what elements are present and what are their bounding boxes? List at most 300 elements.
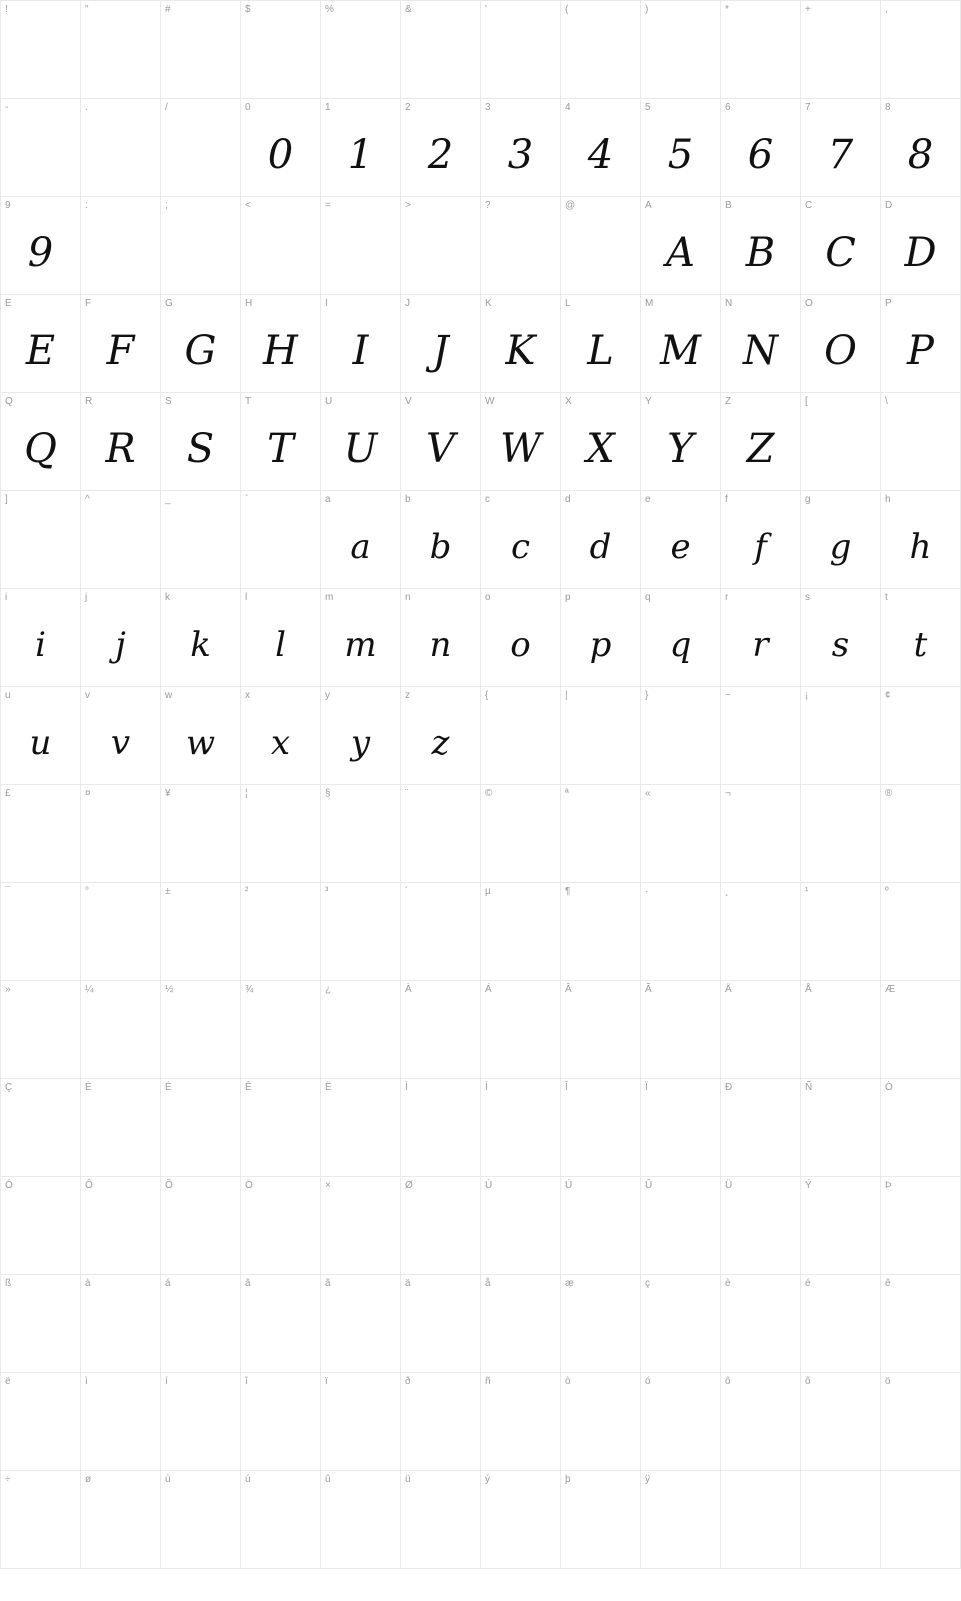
glyph-cell[interactable] <box>241 1373 321 1471</box>
glyph-cell[interactable] <box>481 1079 561 1177</box>
glyph-cell[interactable] <box>1 295 81 393</box>
glyph-code-label: t <box>885 592 888 603</box>
glyph-cell[interactable] <box>81 491 161 589</box>
glyph-preview <box>241 1177 320 1274</box>
glyph-code-label: © <box>485 788 493 799</box>
glyph-code-label: q <box>645 592 651 603</box>
glyph-cell[interactable] <box>241 1177 321 1275</box>
glyph-cell[interactable] <box>641 1373 721 1471</box>
glyph-code-label: ñ <box>485 1376 491 1387</box>
glyph-cell[interactable] <box>881 1 961 99</box>
glyph-preview <box>561 785 640 882</box>
glyph-code-label: ¡ <box>805 690 809 701</box>
glyph-cell[interactable] <box>81 883 161 981</box>
glyph-code-label: B <box>725 200 732 211</box>
glyph-preview: r <box>752 624 769 665</box>
glyph-cell[interactable] <box>801 1373 881 1471</box>
glyph-cell[interactable] <box>401 1275 481 1373</box>
glyph-preview: V <box>426 425 455 472</box>
glyph-preview <box>721 1079 800 1176</box>
glyph-preview <box>241 1373 320 1470</box>
glyph-cell[interactable] <box>881 1079 961 1177</box>
glyph-cell[interactable] <box>481 393 561 491</box>
glyph-cell[interactable] <box>481 589 561 687</box>
glyph-cell[interactable] <box>721 197 801 295</box>
glyph-cell[interactable] <box>321 883 401 981</box>
glyph-preview <box>561 687 640 784</box>
glyph-code-label: é <box>805 1278 811 1289</box>
glyph-preview: W <box>499 425 542 472</box>
glyph-cell[interactable] <box>241 295 321 393</box>
glyph-preview <box>801 785 880 882</box>
glyph-cell[interactable] <box>241 981 321 1079</box>
glyph-code-label: ¬ <box>725 788 731 799</box>
glyph-cell[interactable] <box>561 1471 641 1569</box>
glyph-cell[interactable] <box>241 99 321 197</box>
glyph-cell[interactable] <box>321 1275 401 1373</box>
glyph-code-label: ³ <box>325 886 329 897</box>
glyph-preview <box>721 1275 800 1372</box>
glyph-cell[interactable] <box>721 1471 801 1569</box>
glyph-code-label: i <box>5 592 8 603</box>
glyph-cell[interactable] <box>481 687 561 785</box>
glyph-cell[interactable] <box>641 393 721 491</box>
glyph-cell[interactable] <box>321 1177 401 1275</box>
glyph-cell[interactable] <box>241 197 321 295</box>
glyph-cell[interactable] <box>561 1275 641 1373</box>
glyph-cell[interactable] <box>321 1 401 99</box>
glyph-cell[interactable] <box>161 687 241 785</box>
glyph-cell[interactable] <box>161 1471 241 1569</box>
glyph-preview <box>721 785 800 882</box>
glyph-cell[interactable] <box>241 687 321 785</box>
glyph-cell[interactable] <box>81 393 161 491</box>
glyph-cell[interactable] <box>801 981 881 1079</box>
glyph-cell[interactable] <box>721 99 801 197</box>
glyph-cell[interactable] <box>81 295 161 393</box>
glyph-code-label: K <box>485 298 492 309</box>
glyph-cell[interactable] <box>1 687 81 785</box>
glyph-preview: m <box>344 624 377 665</box>
glyph-cell[interactable] <box>881 785 961 883</box>
glyph-cell[interactable] <box>561 589 641 687</box>
glyph-cell[interactable] <box>401 491 481 589</box>
glyph-cell[interactable] <box>881 1177 961 1275</box>
glyph-preview <box>721 1 800 98</box>
glyph-code-label: " <box>85 4 89 15</box>
glyph-code-label: û <box>325 1474 331 1485</box>
glyph-code-label: # <box>165 4 171 15</box>
glyph-cell[interactable] <box>81 1079 161 1177</box>
glyph-cell[interactable] <box>641 1471 721 1569</box>
glyph-cell[interactable] <box>481 1373 561 1471</box>
glyph-cell[interactable] <box>321 197 401 295</box>
glyph-preview <box>321 197 400 294</box>
glyph-code-label: ´ <box>405 886 409 897</box>
glyph-cell[interactable] <box>561 981 641 1079</box>
glyph-cell[interactable] <box>1 1275 81 1373</box>
glyph-cell[interactable] <box>81 99 161 197</box>
glyph-cell[interactable] <box>81 1373 161 1471</box>
glyph-code-label: 1 <box>325 102 331 113</box>
glyph-cell[interactable] <box>721 393 801 491</box>
glyph-cell[interactable] <box>561 393 641 491</box>
glyph-code-label: | <box>565 690 568 701</box>
glyph-cell[interactable] <box>641 1079 721 1177</box>
glyph-code-label: R <box>85 396 93 407</box>
glyph-cell[interactable] <box>801 589 881 687</box>
glyph-cell[interactable] <box>161 295 241 393</box>
glyph-code-label: h <box>885 494 891 505</box>
glyph-code-label: 0 <box>245 102 251 113</box>
glyph-cell[interactable] <box>241 1471 321 1569</box>
glyph-preview <box>401 1079 480 1176</box>
glyph-cell[interactable] <box>721 687 801 785</box>
glyph-cell[interactable] <box>321 393 401 491</box>
glyph-cell[interactable] <box>321 1471 401 1569</box>
glyph-code-label: m <box>325 592 334 603</box>
glyph-code-label: ½ <box>165 984 174 995</box>
glyph-code-label: Ã <box>645 984 652 995</box>
glyph-code-label: ò <box>565 1376 571 1387</box>
glyph-cell[interactable] <box>1 1373 81 1471</box>
glyph-preview <box>801 1177 880 1274</box>
glyph-cell[interactable] <box>561 99 641 197</box>
glyph-cell[interactable] <box>401 1079 481 1177</box>
glyph-cell[interactable] <box>1 393 81 491</box>
glyph-preview <box>481 1471 560 1568</box>
glyph-cell[interactable] <box>1 589 81 687</box>
glyph-preview: i <box>35 624 46 665</box>
glyph-preview <box>81 1471 160 1568</box>
glyph-cell[interactable] <box>561 491 641 589</box>
glyph-cell[interactable] <box>641 1275 721 1373</box>
glyph-cell[interactable] <box>321 1079 401 1177</box>
glyph-cell[interactable] <box>1 1 81 99</box>
glyph-code-label: @ <box>565 200 576 211</box>
glyph-preview: I <box>352 327 369 374</box>
glyph-cell[interactable] <box>801 197 881 295</box>
glyph-cell[interactable] <box>401 1471 481 1569</box>
glyph-preview <box>561 1177 640 1274</box>
glyph-cell[interactable] <box>561 1079 641 1177</box>
glyph-cell[interactable] <box>641 589 721 687</box>
glyph-cell[interactable] <box>481 491 561 589</box>
glyph-cell[interactable] <box>161 393 241 491</box>
glyph-preview <box>81 197 160 294</box>
glyph-code-label: > <box>405 200 411 211</box>
glyph-cell[interactable] <box>241 883 321 981</box>
glyph-code-label: Ê <box>245 1082 252 1093</box>
glyph-cell[interactable] <box>801 1 881 99</box>
glyph-code-label: . <box>85 102 88 113</box>
glyph-cell[interactable] <box>481 99 561 197</box>
glyph-cell[interactable] <box>401 1 481 99</box>
glyph-cell[interactable] <box>801 1079 881 1177</box>
glyph-cell[interactable] <box>801 1275 881 1373</box>
glyph-preview <box>881 1373 960 1470</box>
glyph-cell[interactable] <box>801 295 881 393</box>
glyph-preview <box>881 1177 960 1274</box>
glyph-code-label: ¢ <box>885 690 891 701</box>
glyph-cell[interactable] <box>641 99 721 197</box>
glyph-cell[interactable] <box>641 197 721 295</box>
glyph-code-label: æ <box>565 1278 574 1289</box>
glyph-cell[interactable] <box>561 883 641 981</box>
glyph-cell[interactable] <box>801 883 881 981</box>
glyph-cell[interactable] <box>881 491 961 589</box>
glyph-cell[interactable] <box>801 491 881 589</box>
glyph-cell[interactable] <box>241 491 321 589</box>
glyph-code-label: ¶ <box>565 886 571 897</box>
glyph-preview <box>801 1275 880 1372</box>
glyph-code-label: 5 <box>645 102 651 113</box>
glyph-cell[interactable] <box>81 1275 161 1373</box>
glyph-preview: v <box>110 722 131 763</box>
glyph-preview <box>881 785 960 882</box>
glyph-cell[interactable] <box>481 1275 561 1373</box>
glyph-cell[interactable] <box>561 1177 641 1275</box>
glyph-cell[interactable] <box>881 393 961 491</box>
glyph-cell[interactable] <box>161 491 241 589</box>
glyph-code-label: ~ <box>725 690 731 701</box>
glyph-cell[interactable] <box>401 197 481 295</box>
glyph-code-label: C <box>805 200 813 211</box>
glyph-cell[interactable] <box>721 1 801 99</box>
glyph-cell[interactable] <box>641 295 721 393</box>
glyph-cell[interactable] <box>1 1471 81 1569</box>
glyph-cell[interactable] <box>321 295 401 393</box>
glyph-preview <box>1 981 80 1078</box>
glyph-cell[interactable] <box>721 1079 801 1177</box>
glyph-cell[interactable] <box>321 1373 401 1471</box>
glyph-cell[interactable] <box>721 1177 801 1275</box>
glyph-cell[interactable] <box>321 589 401 687</box>
glyph-cell[interactable] <box>1 1079 81 1177</box>
glyph-cell[interactable] <box>881 883 961 981</box>
glyph-preview <box>401 1471 480 1568</box>
glyph-cell[interactable] <box>401 99 481 197</box>
glyph-cell[interactable] <box>881 1471 961 1569</box>
glyph-cell[interactable] <box>401 295 481 393</box>
glyph-cell[interactable] <box>721 491 801 589</box>
glyph-cell[interactable] <box>641 883 721 981</box>
glyph-preview <box>481 1 560 98</box>
glyph-cell[interactable] <box>401 785 481 883</box>
glyph-cell[interactable] <box>401 687 481 785</box>
glyph-cell[interactable] <box>801 1177 881 1275</box>
glyph-cell[interactable] <box>721 295 801 393</box>
glyph-preview <box>801 393 880 490</box>
glyph-cell[interactable] <box>241 1079 321 1177</box>
glyph-code-label: ì <box>85 1376 88 1387</box>
glyph-cell[interactable] <box>81 589 161 687</box>
glyph-cell[interactable] <box>881 687 961 785</box>
glyph-cell[interactable] <box>161 785 241 883</box>
glyph-cell[interactable] <box>561 1373 641 1471</box>
glyph-code-label: Ñ <box>805 1082 813 1093</box>
glyph-cell[interactable] <box>321 785 401 883</box>
glyph-preview: o <box>510 624 531 665</box>
glyph-cell[interactable] <box>1 981 81 1079</box>
glyph-code-label: í <box>165 1376 168 1387</box>
glyph-cell[interactable] <box>801 393 881 491</box>
glyph-cell[interactable] <box>481 197 561 295</box>
glyph-preview <box>161 99 240 196</box>
glyph-cell[interactable] <box>641 981 721 1079</box>
glyph-cell[interactable] <box>401 1373 481 1471</box>
glyph-cell[interactable] <box>161 197 241 295</box>
glyph-cell[interactable] <box>1 99 81 197</box>
glyph-cell[interactable] <box>481 785 561 883</box>
glyph-cell[interactable] <box>321 687 401 785</box>
glyph-cell[interactable] <box>401 981 481 1079</box>
glyph-preview <box>321 1275 400 1372</box>
glyph-cell[interactable] <box>321 99 401 197</box>
glyph-code-label: ë <box>5 1376 11 1387</box>
glyph-cell[interactable] <box>641 687 721 785</box>
glyph-cell[interactable] <box>641 491 721 589</box>
glyph-cell[interactable] <box>241 393 321 491</box>
glyph-preview: H <box>263 327 298 374</box>
glyph-cell[interactable] <box>161 883 241 981</box>
glyph-code-label: ¨ <box>405 788 409 799</box>
glyph-code-label: § <box>325 788 331 799</box>
glyph-cell[interactable] <box>161 1079 241 1177</box>
glyph-cell[interactable] <box>481 1 561 99</box>
glyph-cell[interactable] <box>161 1177 241 1275</box>
glyph-preview <box>641 1275 720 1372</box>
glyph-preview <box>801 1373 880 1470</box>
glyph-cell[interactable] <box>401 883 481 981</box>
glyph-cell[interactable] <box>561 197 641 295</box>
glyph-cell[interactable] <box>881 295 961 393</box>
glyph-preview <box>561 1079 640 1176</box>
glyph-cell[interactable] <box>81 1471 161 1569</box>
glyph-cell[interactable] <box>81 981 161 1079</box>
glyph-preview: M <box>660 327 701 374</box>
glyph-cell[interactable] <box>1 197 81 295</box>
glyph-cell[interactable] <box>721 1373 801 1471</box>
glyph-cell[interactable] <box>81 1 161 99</box>
glyph-cell[interactable] <box>81 785 161 883</box>
glyph-cell[interactable] <box>481 1177 561 1275</box>
glyph-code-label: ¸ <box>725 886 729 897</box>
glyph-cell[interactable] <box>881 589 961 687</box>
glyph-cell[interactable] <box>721 785 801 883</box>
glyph-cell[interactable] <box>81 1177 161 1275</box>
glyph-cell[interactable] <box>801 99 881 197</box>
glyph-cell[interactable] <box>1 491 81 589</box>
glyph-code-label: 4 <box>565 102 571 113</box>
glyph-code-label: ó <box>645 1376 651 1387</box>
glyph-preview <box>81 1 160 98</box>
glyph-cell[interactable] <box>161 99 241 197</box>
glyph-cell[interactable] <box>81 197 161 295</box>
glyph-preview: f <box>754 526 767 567</box>
glyph-cell[interactable] <box>1 883 81 981</box>
glyph-preview: R <box>105 425 136 472</box>
glyph-cell[interactable] <box>481 883 561 981</box>
glyph-cell[interactable] <box>641 1 721 99</box>
glyph-preview: z <box>431 722 450 763</box>
glyph-preview <box>1 491 80 588</box>
glyph-code-label: e <box>645 494 651 505</box>
glyph-cell[interactable] <box>241 1275 321 1373</box>
glyph-cell[interactable] <box>641 1177 721 1275</box>
glyph-cell[interactable] <box>161 589 241 687</box>
glyph-cell[interactable] <box>721 1275 801 1373</box>
glyph-cell[interactable] <box>1 1177 81 1275</box>
glyph-code-label: L <box>565 298 571 309</box>
glyph-cell[interactable] <box>561 295 641 393</box>
glyph-preview <box>401 1 480 98</box>
glyph-cell[interactable] <box>801 785 881 883</box>
glyph-cell[interactable] <box>81 687 161 785</box>
glyph-code-label: o <box>485 592 491 603</box>
glyph-preview <box>881 1079 960 1176</box>
glyph-cell[interactable] <box>561 785 641 883</box>
glyph-cell[interactable] <box>1 785 81 883</box>
glyph-cell[interactable] <box>721 981 801 1079</box>
glyph-preview: F <box>106 327 135 374</box>
glyph-code-label: Å <box>805 984 812 995</box>
glyph-cell[interactable] <box>401 1177 481 1275</box>
glyph-code-label: ê <box>885 1278 891 1289</box>
glyph-cell[interactable] <box>321 491 401 589</box>
glyph-cell[interactable] <box>881 1373 961 1471</box>
glyph-cell[interactable] <box>561 687 641 785</box>
glyph-code-label: y <box>325 690 330 701</box>
glyph-cell[interactable] <box>561 1 641 99</box>
glyph-code-label: / <box>165 102 168 113</box>
glyph-cell[interactable] <box>241 589 321 687</box>
glyph-cell[interactable] <box>401 393 481 491</box>
glyph-cell[interactable] <box>801 1471 881 1569</box>
glyph-preview <box>321 883 400 980</box>
glyph-cell[interactable] <box>161 981 241 1079</box>
glyph-cell[interactable] <box>641 785 721 883</box>
glyph-cell[interactable] <box>161 1275 241 1373</box>
glyph-code-label: Õ <box>165 1180 173 1191</box>
glyph-code-label: Ð <box>725 1082 733 1093</box>
glyph-cell[interactable] <box>881 1275 961 1373</box>
glyph-preview: 1 <box>347 131 374 178</box>
glyph-cell[interactable] <box>241 1 321 99</box>
glyph-preview <box>881 1471 960 1568</box>
glyph-cell[interactable] <box>481 295 561 393</box>
glyph-cell[interactable] <box>801 687 881 785</box>
glyph-code-label: ã <box>325 1278 331 1289</box>
glyph-cell[interactable] <box>481 981 561 1079</box>
glyph-cell[interactable] <box>401 589 481 687</box>
glyph-cell[interactable] <box>721 589 801 687</box>
glyph-cell[interactable] <box>481 1471 561 1569</box>
glyph-cell[interactable] <box>321 981 401 1079</box>
glyph-code-label: Ë <box>325 1082 332 1093</box>
glyph-preview: u <box>29 722 52 763</box>
glyph-cell[interactable] <box>241 785 321 883</box>
glyph-cell[interactable] <box>881 197 961 295</box>
glyph-cell[interactable] <box>161 1 241 99</box>
glyph-preview <box>641 883 720 980</box>
glyph-cell[interactable] <box>881 99 961 197</box>
glyph-code-label: ï <box>325 1376 328 1387</box>
glyph-cell[interactable] <box>161 1373 241 1471</box>
glyph-preview: Z <box>746 425 775 472</box>
glyph-cell[interactable] <box>881 981 961 1079</box>
glyph-cell[interactable] <box>721 883 801 981</box>
